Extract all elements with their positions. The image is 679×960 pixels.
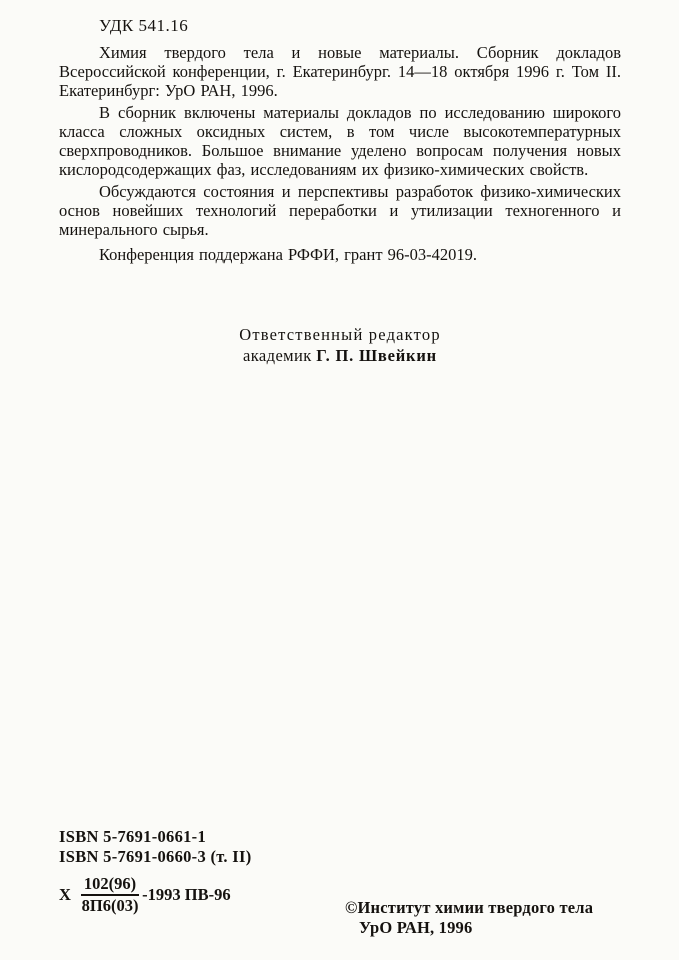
editor-block bbox=[59, 324, 621, 366]
udk-code: УДК 541.16 bbox=[99, 16, 189, 35]
fraction-denominator: 8П6(03) bbox=[81, 896, 139, 915]
copyright-block bbox=[345, 898, 593, 938]
editor-name: Г. П. Швейкин bbox=[316, 346, 437, 365]
text-block bbox=[59, 16, 621, 366]
classification-code bbox=[59, 875, 252, 915]
classification-suffix: -1993 ПВ-96 bbox=[142, 885, 231, 904]
isbn-line-1: ISBN 5-7691-0661-1 bbox=[59, 827, 207, 846]
editor-name-line bbox=[59, 345, 621, 366]
classification-prefix: Х bbox=[59, 885, 71, 904]
copyright-line-2: УрО РАН, 1996 bbox=[359, 918, 473, 937]
grant-note: Конференция поддержана РФФИ, грант 96-03-42019. bbox=[99, 245, 478, 264]
editor-role: Ответственный редактор bbox=[239, 325, 441, 344]
copyright-line-1: ©Институт химии твердого тела bbox=[345, 898, 594, 917]
editor-title: академик bbox=[243, 346, 317, 365]
publication-codes-block bbox=[59, 827, 252, 915]
bibliographic-description: Химия твердого тела и новые материалы. Сборник докладов Всероссийской конференции, г. Екатеринбург. 14—18 октября 1996 г. Том II. Екатеринбург: УрО РАН, 1996. bbox=[59, 43, 621, 100]
fraction-numerator: 102(96) bbox=[81, 875, 139, 896]
classification-fraction bbox=[81, 875, 139, 915]
abstract-paragraph-1: В сборник включены материалы докладов по исследованию широкого класса сложных оксидных систем, в том числе высокотемпературных сверхпроводников. Большое внимание уделено вопросам получения новых кислородсодержащих фаз, исследованиям их физико-химических свойств. bbox=[59, 103, 621, 179]
isbn-line-2: ISBN 5-7691-0660-3 (т. II) bbox=[59, 847, 252, 866]
abstract-paragraph-2: Обсуждаются состояния и перспективы разработок физико-химических основ новейших технологий переработки и утилизации техногенного и минерального сырья. bbox=[59, 182, 621, 239]
